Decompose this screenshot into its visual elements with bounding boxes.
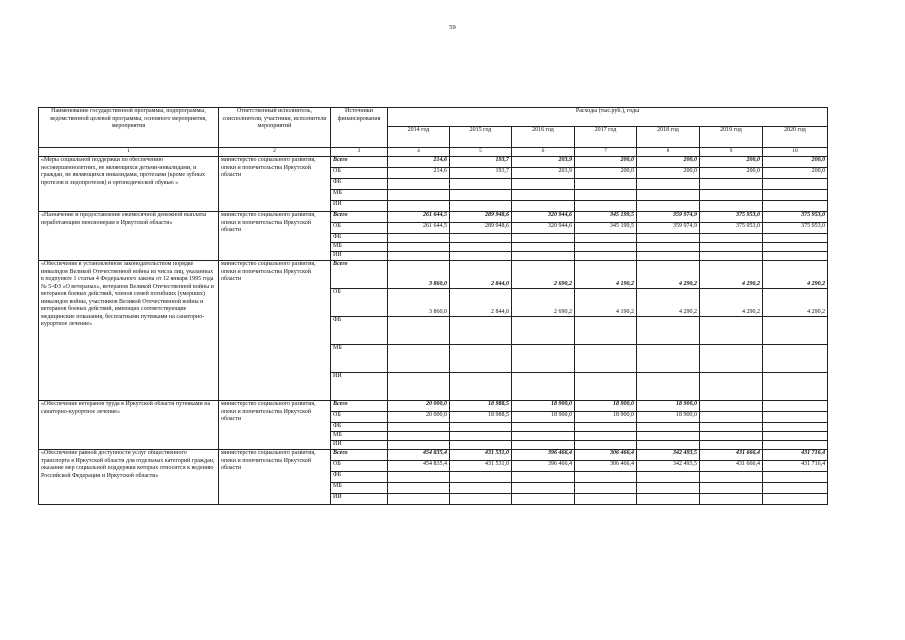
amount-cell (450, 423, 512, 432)
funding-source: ОБ (331, 461, 388, 472)
amount-cell (388, 432, 450, 441)
amount-cell: 375 953,0 (700, 212, 763, 223)
column-number: 5 (450, 148, 512, 157)
amount-cell (637, 190, 700, 201)
amount-cell (637, 252, 700, 261)
amount-cell (388, 201, 450, 212)
amount-cell (575, 179, 637, 190)
measure-name: «Обеспечение ветеранов труда в Иркутской области путевками на санаторно-курортное лечение» (39, 401, 219, 450)
amount-cell (700, 472, 763, 483)
amount-cell (450, 234, 512, 243)
amount-cell: 375 953,0 (763, 212, 828, 223)
table-row (39, 450, 828, 461)
amount-cell (512, 432, 575, 441)
header-name: Наименование государственной программы, подпрограммы, ведомственной целевой программы, основного мероприятия, мероприятия (39, 108, 219, 148)
amount-cell (763, 345, 828, 373)
header-expenses: Расходы (тыс.руб.), годы (388, 108, 828, 127)
amount-cell: 203,9 (512, 157, 575, 168)
header-executor: Ответственный исполнитель, соисполнители, участники, исполнители мероприятий (219, 108, 331, 148)
funding-source: МБ (331, 483, 388, 494)
amount-cell (512, 483, 575, 494)
amount-cell: 200,0 (700, 168, 763, 179)
amount-cell (763, 472, 828, 483)
amount-cell: 345 199,5 (575, 223, 637, 234)
amount-cell (512, 252, 575, 261)
funding-source: ОБ (331, 289, 388, 317)
funding-source: МБ (331, 345, 388, 373)
amount-cell (763, 483, 828, 494)
amount-cell: 431 531,0 (450, 450, 512, 461)
amount-cell (512, 243, 575, 252)
amount-cell (637, 483, 700, 494)
amount-cell: 2 844,0 (450, 261, 512, 289)
amount-cell (763, 179, 828, 190)
amount-cell (450, 201, 512, 212)
amount-cell (700, 441, 763, 450)
amount-cell (763, 373, 828, 401)
amount-cell: 4 190,2 (575, 289, 637, 317)
measure-name: «Меры социальной поддержки по обеспечению несовершеннолетних, не являющихся детьми-инвалидами, и граждан, не являющихся инвалидами, протезами (кроме зубных протезов и эндопротезов) и ортопедической обувью » (39, 157, 219, 212)
amount-cell (763, 432, 828, 441)
amount-cell (700, 483, 763, 494)
amount-cell (763, 401, 828, 412)
funding-source: Всего (331, 157, 388, 168)
amount-cell (763, 441, 828, 450)
amount-cell: 375 953,0 (763, 223, 828, 234)
amount-cell (512, 373, 575, 401)
funding-source: Всего (331, 212, 388, 223)
funding-source: ФБ (331, 179, 388, 190)
funding-source: ОБ (331, 168, 388, 179)
amount-cell: 4 290,2 (763, 261, 828, 289)
amount-cell (700, 317, 763, 345)
amount-cell (763, 234, 828, 243)
funding-source: ИИ (331, 252, 388, 261)
amount-cell: 200,0 (700, 157, 763, 168)
funding-source: ФБ (331, 423, 388, 432)
amount-cell (512, 345, 575, 373)
amount-cell (450, 190, 512, 201)
table-row (39, 261, 828, 289)
amount-cell: 18 900,0 (575, 401, 637, 412)
funding-source: ОБ (331, 412, 388, 423)
amount-cell (575, 201, 637, 212)
header-year: 2017 год (575, 127, 637, 148)
amount-cell (388, 179, 450, 190)
amount-cell: 431 666,4 (700, 461, 763, 472)
amount-cell (763, 412, 828, 423)
amount-cell: 18 900,0 (637, 412, 700, 423)
header-year: 2014 год (388, 127, 450, 148)
amount-cell (700, 432, 763, 441)
amount-cell (450, 441, 512, 450)
amount-cell: 193,7 (450, 157, 512, 168)
amount-cell: 261 644,5 (388, 212, 450, 223)
amount-cell (512, 234, 575, 243)
amount-cell: 18 900,0 (512, 412, 575, 423)
amount-cell: 359 974,9 (637, 223, 700, 234)
amount-cell (450, 345, 512, 373)
funding-source: Всего (331, 261, 388, 289)
amount-cell: 214,6 (388, 157, 450, 168)
amount-cell: 2 844,0 (450, 289, 512, 317)
page-number: 59 (449, 24, 456, 31)
amount-cell: 4 190,2 (575, 261, 637, 289)
amount-cell (388, 190, 450, 201)
table-row (39, 401, 828, 412)
amount-cell (700, 494, 763, 505)
amount-cell: 214,6 (388, 168, 450, 179)
amount-cell (450, 317, 512, 345)
amount-cell (700, 201, 763, 212)
amount-cell (450, 483, 512, 494)
amount-cell: 396 466,4 (512, 450, 575, 461)
amount-cell: 4 290,2 (700, 261, 763, 289)
amount-cell (700, 179, 763, 190)
amount-cell (388, 483, 450, 494)
budget-table (38, 107, 828, 505)
amount-cell (512, 472, 575, 483)
amount-cell: 289 948,6 (450, 223, 512, 234)
funding-source: МБ (331, 432, 388, 441)
amount-cell: 375 953,0 (700, 223, 763, 234)
amount-cell (575, 243, 637, 252)
amount-cell (512, 317, 575, 345)
amount-cell (512, 179, 575, 190)
amount-cell (450, 252, 512, 261)
amount-cell (388, 441, 450, 450)
amount-cell: 396 466,4 (512, 461, 575, 472)
amount-cell: 4 290,2 (637, 261, 700, 289)
amount-cell (575, 441, 637, 450)
column-number: 10 (763, 148, 828, 157)
amount-cell (700, 373, 763, 401)
amount-cell: 18 900,0 (512, 401, 575, 412)
amount-cell (450, 432, 512, 441)
column-number: 6 (512, 148, 575, 157)
amount-cell (575, 345, 637, 373)
measure-name: «Обеспечение равной доступности услуг общественного транспорта в Иркутской области для отдельных категорий граждан, оказание мер социальной поддержки которых относится к ведению Российской Федерации и Иркутской области» (39, 450, 219, 505)
amount-cell: 20 000,0 (388, 401, 450, 412)
amount-cell (575, 373, 637, 401)
amount-cell (388, 423, 450, 432)
amount-cell (575, 432, 637, 441)
funding-source: ИИ (331, 373, 388, 401)
amount-cell (700, 423, 763, 432)
amount-cell: 342 493,5 (637, 450, 700, 461)
funding-source: ФБ (331, 234, 388, 243)
amount-cell (700, 412, 763, 423)
amount-cell (388, 252, 450, 261)
amount-cell (700, 401, 763, 412)
header-year: 2015 год (450, 127, 512, 148)
amount-cell (388, 234, 450, 243)
header-year: 2020 год (763, 127, 828, 148)
amount-cell (637, 243, 700, 252)
amount-cell: 200,0 (637, 168, 700, 179)
funding-source: ИИ (331, 441, 388, 450)
amount-cell: 200,0 (575, 168, 637, 179)
amount-cell (637, 494, 700, 505)
amount-cell (575, 483, 637, 494)
column-number: 4 (388, 148, 450, 157)
measure-name: «Назначение и предоставление ежемесячной денежной выплаты неработающим пенсионерам в Иркутской области» (39, 212, 219, 261)
amount-cell: 4 290,2 (637, 289, 700, 317)
amount-cell (700, 252, 763, 261)
header-source: Источники финансирования (331, 108, 388, 148)
amount-cell: 18 988,5 (450, 401, 512, 412)
amount-cell: 431 666,4 (700, 450, 763, 461)
amount-cell: 18 988,5 (450, 412, 512, 423)
amount-cell (637, 179, 700, 190)
amount-cell: 320 944,6 (512, 212, 575, 223)
column-number: 7 (575, 148, 637, 157)
amount-cell: 18 900,0 (637, 401, 700, 412)
funding-source: МБ (331, 190, 388, 201)
amount-cell (763, 243, 828, 252)
amount-cell: 320 944,6 (512, 223, 575, 234)
amount-cell: 3 860,0 (388, 261, 450, 289)
amount-cell (512, 494, 575, 505)
amount-cell: 454 835,4 (388, 461, 450, 472)
amount-cell (512, 201, 575, 212)
amount-cell: 200,0 (575, 157, 637, 168)
column-number: 3 (331, 148, 388, 157)
measure-executor: министерство социального развития, опеки и попечительства Иркутской области (219, 212, 331, 261)
amount-cell (637, 317, 700, 345)
amount-cell: 20 000,0 (388, 412, 450, 423)
funding-source: ИИ (331, 201, 388, 212)
funding-source: Всего (331, 401, 388, 412)
amount-cell: 431 531,0 (450, 461, 512, 472)
amount-cell (388, 472, 450, 483)
amount-cell: 2 690,2 (512, 289, 575, 317)
amount-cell (763, 190, 828, 201)
amount-cell (637, 234, 700, 243)
amount-cell: 261 644,5 (388, 223, 450, 234)
amount-cell: 203,9 (512, 168, 575, 179)
amount-cell (575, 234, 637, 243)
amount-cell: 306 466,4 (575, 461, 637, 472)
amount-cell (512, 423, 575, 432)
amount-cell (700, 190, 763, 201)
column-number: 8 (637, 148, 700, 157)
amount-cell (388, 243, 450, 252)
amount-cell (512, 441, 575, 450)
measure-executor: министерство социального развития, опеки и попечительства Иркутской области (219, 261, 331, 401)
amount-cell: 306 466,4 (575, 450, 637, 461)
funding-source: Всего (331, 450, 388, 461)
amount-cell (388, 345, 450, 373)
amount-cell: 200,0 (763, 168, 828, 179)
header-year: 2016 год (512, 127, 575, 148)
amount-cell: 4 290,2 (700, 289, 763, 317)
amount-cell (700, 345, 763, 373)
table-row (39, 157, 828, 168)
amount-cell (575, 494, 637, 505)
amount-cell (575, 423, 637, 432)
amount-cell: 431 716,4 (763, 450, 828, 461)
amount-cell (763, 252, 828, 261)
amount-cell: 431 716,4 (763, 461, 828, 472)
amount-cell (637, 441, 700, 450)
header-year: 2018 год (637, 127, 700, 148)
amount-cell (388, 317, 450, 345)
amount-cell: 200,0 (637, 157, 700, 168)
amount-cell (637, 472, 700, 483)
amount-cell (637, 201, 700, 212)
amount-cell (388, 494, 450, 505)
amount-cell: 289 948,6 (450, 212, 512, 223)
amount-cell (450, 472, 512, 483)
amount-cell (763, 201, 828, 212)
amount-cell (450, 243, 512, 252)
amount-cell: 193,7 (450, 168, 512, 179)
funding-source: МБ (331, 243, 388, 252)
funding-source: ФБ (331, 472, 388, 483)
amount-cell (637, 373, 700, 401)
amount-cell (575, 252, 637, 261)
amount-cell (637, 432, 700, 441)
measure-executor: министерство социального развития, опеки и попечительства Иркутской области (219, 450, 331, 505)
amount-cell (637, 423, 700, 432)
funding-source: ОБ (331, 223, 388, 234)
amount-cell: 200,0 (763, 157, 828, 168)
amount-cell: 3 860,0 (388, 289, 450, 317)
amount-cell: 345 199,5 (575, 212, 637, 223)
amount-cell: 342 493,5 (637, 461, 700, 472)
column-number: 9 (700, 148, 763, 157)
amount-cell: 4 290,2 (763, 289, 828, 317)
amount-cell: 454 835,4 (388, 450, 450, 461)
measure-executor: министерство социального развития, опеки и попечительства Иркутской области (219, 157, 331, 212)
amount-cell (450, 494, 512, 505)
amount-cell (637, 345, 700, 373)
amount-cell: 18 900,0 (575, 412, 637, 423)
table-row (39, 212, 828, 223)
amount-cell (512, 190, 575, 201)
column-number: 2 (219, 148, 331, 157)
measure-executor: министерство социального развития, опеки и попечительства Иркутской области (219, 401, 331, 450)
column-number: 1 (39, 148, 219, 157)
amount-cell (700, 234, 763, 243)
amount-cell (763, 423, 828, 432)
measure-name: «Обеспечение в установленном законодательством порядке инвалидов Великой Отечественной войны из числа лиц, указанных в подпункте 1 статьи 4 Федерального закона от 12 января 1995 года № 5-ФЗ «О ветеранах», ветеранов Великой Отечественной войны и ветеранов боевых действий, членов семей погибших (умерших) инвалидов войны, участников Великой Отечественной войны и ветеранов боевых действий, имеющих соответствующие медицинские показания, бесплатными путевками на санаторно-курортное лечение» (39, 261, 219, 401)
amount-cell (575, 317, 637, 345)
amount-cell (450, 179, 512, 190)
amount-cell (450, 373, 512, 401)
amount-cell (388, 373, 450, 401)
amount-cell (763, 317, 828, 345)
amount-cell: 359 974,9 (637, 212, 700, 223)
amount-cell (700, 243, 763, 252)
amount-cell (763, 494, 828, 505)
amount-cell (575, 472, 637, 483)
funding-source: ФБ (331, 317, 388, 345)
header-year: 2019 год (700, 127, 763, 148)
amount-cell (575, 190, 637, 201)
funding-source: ИИ (331, 494, 388, 505)
amount-cell: 2 690,2 (512, 261, 575, 289)
